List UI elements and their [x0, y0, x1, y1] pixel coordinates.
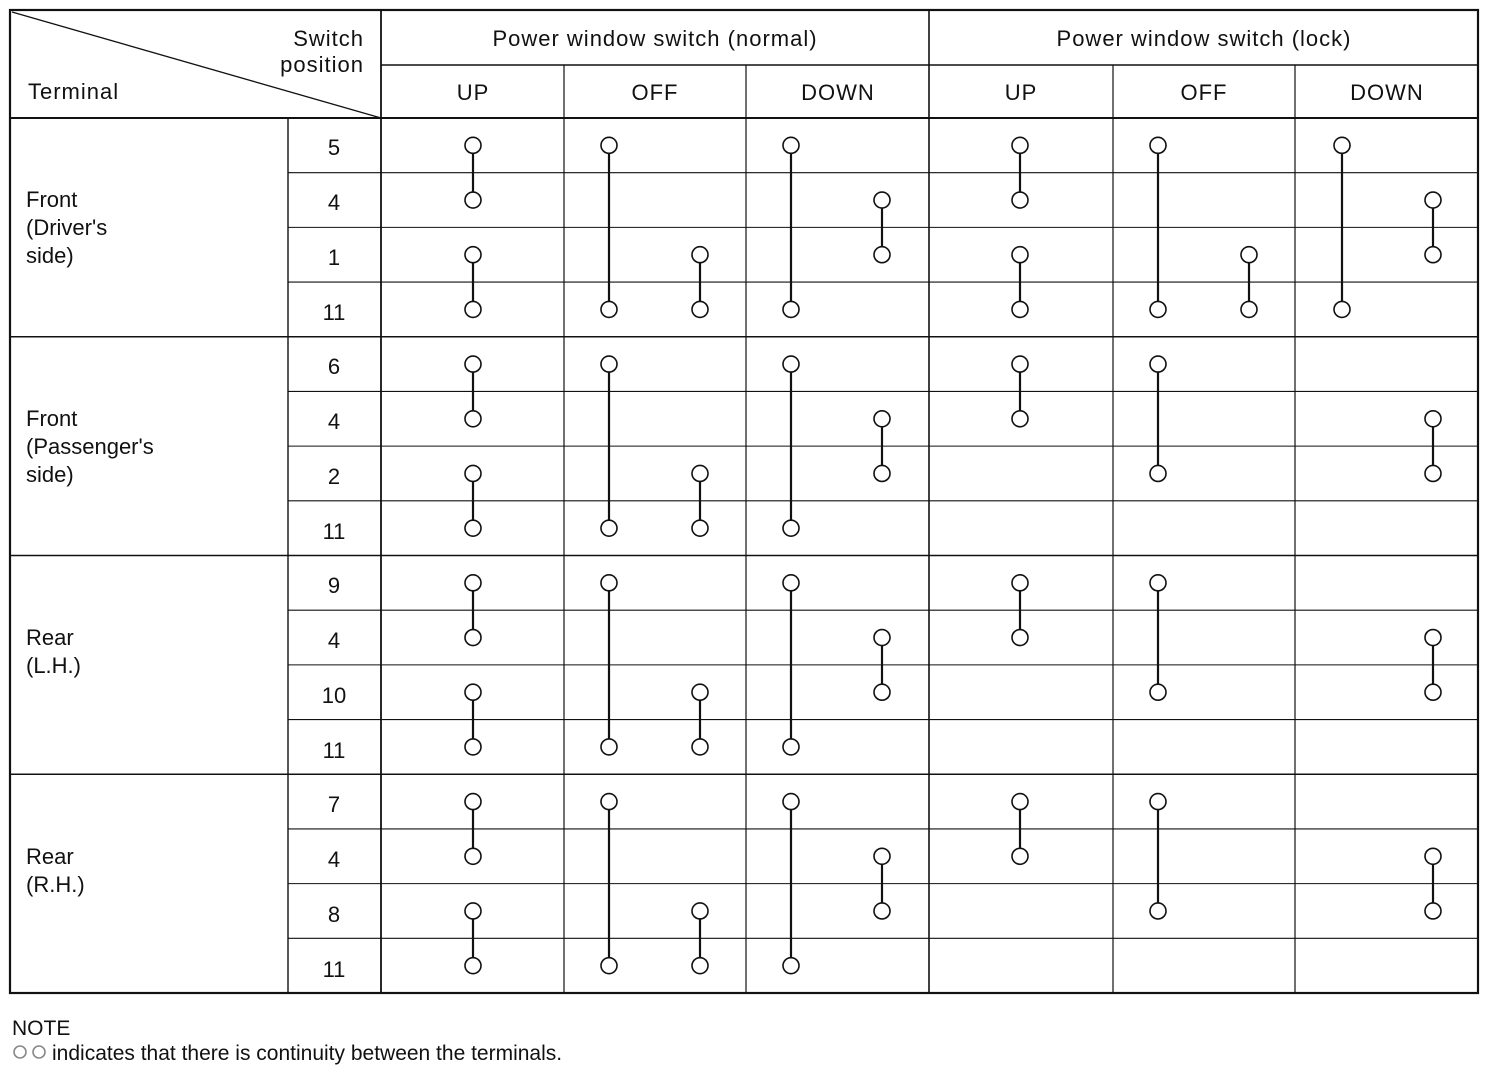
terminal-circle [465, 575, 481, 591]
svg-text:Rear: Rear [26, 625, 74, 650]
terminal-circle [783, 739, 799, 755]
terminal-circle [1150, 137, 1166, 153]
terminal-number: 9 [327, 573, 341, 598]
terminal-circle [874, 465, 890, 481]
terminal-number: 6 [327, 354, 341, 379]
terminal-circle [1012, 356, 1028, 372]
terminal-circle [874, 848, 890, 864]
col-header-lock-down: DOWN [1350, 80, 1424, 105]
terminal-circle [692, 739, 708, 755]
svg-text:(L.H.): (L.H.) [26, 653, 81, 678]
terminal-circle [465, 739, 481, 755]
continuity-connection [1150, 794, 1166, 919]
terminal-circle [1012, 137, 1028, 153]
terminal-circle [601, 575, 617, 591]
terminal-circle [692, 958, 708, 974]
terminal-number: 2 [327, 464, 341, 489]
terminal-circle [874, 192, 890, 208]
terminal-circle [1425, 247, 1441, 263]
terminal-number: 4 [327, 409, 341, 434]
terminal-numbers [322, 135, 346, 982]
terminal-circle [465, 411, 481, 427]
terminal-circle [783, 520, 799, 536]
terminal-circle [1150, 575, 1166, 591]
terminal-circle [601, 301, 617, 317]
terminal-circle [1150, 465, 1166, 481]
terminal-circle [692, 520, 708, 536]
terminal-circle [601, 356, 617, 372]
table-grid [10, 10, 1478, 993]
terminal-circle [1012, 794, 1028, 810]
terminal-circle [465, 903, 481, 919]
terminal-circle [601, 520, 617, 536]
terminal-circle [1425, 411, 1441, 427]
terminal-circle [465, 356, 481, 372]
terminal-circle [465, 137, 481, 153]
terminal-circle [1425, 630, 1441, 646]
group-header-normal: Power window switch (normal) [492, 26, 818, 51]
terminal-number: 4 [327, 190, 341, 215]
svg-text:Rear: Rear [26, 844, 74, 869]
col-header-normal-down: DOWN [801, 80, 875, 105]
terminal-number: 4 [327, 628, 341, 653]
terminal-circle [1012, 575, 1028, 591]
corner-terminal-label: Terminal [28, 79, 120, 104]
terminal-number: 4 [327, 847, 341, 872]
note-text: indicates that there is continuity between the terminals. [52, 1042, 563, 1065]
continuity-connection [1150, 356, 1166, 481]
terminal-circle [1150, 301, 1166, 317]
table-border [10, 10, 1478, 993]
section-label-rear-lh [26, 625, 81, 678]
terminal-number: 11 [322, 300, 346, 325]
terminal-circle [465, 301, 481, 317]
terminal-circle [1150, 684, 1166, 700]
terminal-circle [1241, 301, 1257, 317]
terminal-circle [874, 684, 890, 700]
terminal-circle [783, 958, 799, 974]
terminal-circle [465, 958, 481, 974]
section-label-front-passenger [26, 406, 154, 487]
terminal-number: 8 [327, 902, 341, 927]
terminal-number: 7 [327, 792, 341, 817]
terminal-circle [1334, 137, 1350, 153]
terminal-circle [465, 520, 481, 536]
terminal-circle [874, 411, 890, 427]
terminal-circle [692, 684, 708, 700]
terminal-circle [874, 903, 890, 919]
terminal-circle [1012, 301, 1028, 317]
terminal-number: 5 [327, 135, 341, 160]
terminal-circle [1334, 301, 1350, 317]
terminal-circle [692, 301, 708, 317]
terminal-circle [1150, 903, 1166, 919]
col-header-lock-up: UP [1004, 80, 1038, 105]
terminal-circle [1012, 192, 1028, 208]
svg-text:(Driver's: (Driver's [26, 215, 108, 240]
terminal-circle [783, 301, 799, 317]
terminal-circle [465, 848, 481, 864]
terminal-number: 11 [322, 957, 346, 982]
terminal-circle [1150, 356, 1166, 372]
terminal-circle [783, 794, 799, 810]
terminal-circle [1012, 848, 1028, 864]
terminal-circle [465, 247, 481, 263]
terminal-circle [1012, 247, 1028, 263]
terminal-circle [1150, 794, 1166, 810]
terminal-number: 11 [322, 519, 346, 544]
terminal-circle [783, 356, 799, 372]
col-header-lock-off: OFF [1180, 80, 1228, 105]
terminal-circle [1425, 903, 1441, 919]
section-label-front-driver [26, 187, 107, 268]
terminal-circle [783, 575, 799, 591]
terminal-circle [692, 465, 708, 481]
note [12, 1016, 562, 1067]
terminal-circle [601, 958, 617, 974]
terminal-circle [465, 794, 481, 810]
terminal-number: 1 [327, 245, 341, 270]
terminal-circle [1425, 848, 1441, 864]
terminal-circle [783, 137, 799, 153]
terminal-circle [1241, 247, 1257, 263]
terminal-circle [1012, 630, 1028, 646]
svg-text:Front: Front [26, 406, 78, 431]
continuity-symbol-icon [12, 1042, 48, 1067]
terminal-number: 10 [321, 683, 347, 708]
note-title: NOTE [12, 1017, 71, 1040]
corner-switch-label: Switch [293, 26, 364, 51]
terminal-circle [601, 137, 617, 153]
svg-text:side): side) [26, 462, 74, 487]
col-header-normal-up: UP [456, 80, 490, 105]
svg-text:Front: Front [26, 187, 78, 212]
terminal-circle [1012, 411, 1028, 427]
terminal-circle [692, 903, 708, 919]
terminal-circle [601, 794, 617, 810]
col-header-normal-off: OFF [631, 80, 679, 105]
svg-text:(R.H.): (R.H.) [26, 872, 85, 897]
terminal-circle [465, 192, 481, 208]
svg-text:side): side) [26, 243, 74, 268]
section-label-rear-rh [26, 844, 85, 897]
terminal-circle [465, 465, 481, 481]
terminal-circle [465, 684, 481, 700]
terminal-circle [1425, 684, 1441, 700]
terminal-circle [874, 247, 890, 263]
group-header-lock: Power window switch (lock) [1056, 26, 1352, 51]
terminal-circle [1425, 465, 1441, 481]
terminal-circle [1425, 192, 1441, 208]
terminal-circle [874, 630, 890, 646]
terminal-circle [601, 739, 617, 755]
corner-position-label: position [280, 52, 364, 77]
svg-text:(Passenger's: (Passenger's [26, 434, 154, 459]
terminal-circle [465, 630, 481, 646]
continuity-connection [1150, 575, 1166, 700]
terminal-number: 11 [322, 738, 346, 763]
terminal-circle [692, 247, 708, 263]
